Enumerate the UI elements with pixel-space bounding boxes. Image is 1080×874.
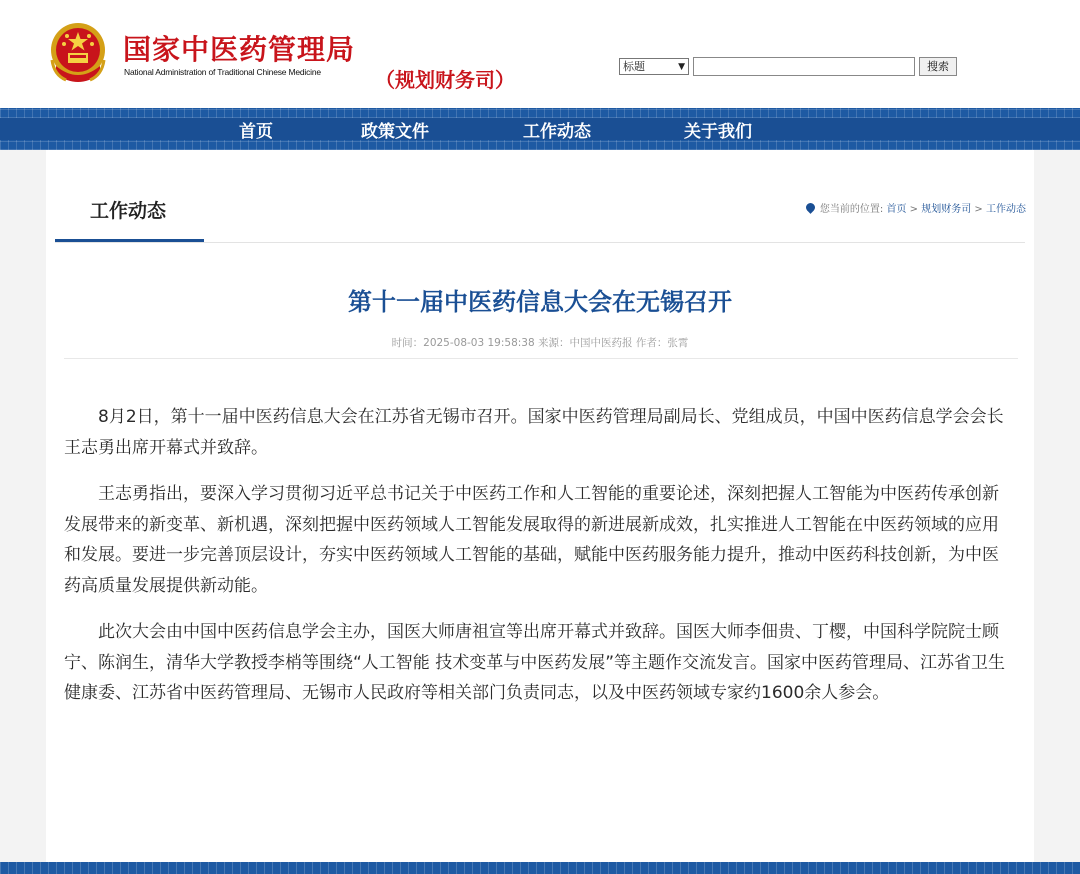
- article-paragraph: 此次大会由中国中医药信息学会主办，国医大师唐祖宣等出席开幕式并致辞。国医大师李佃贵、丁樱，中国科学院院士顾宁、陈润生，清华大学教授李梢等围绕“人工智能 技术变革与中医药发展”等主题作交流发言。国家中医药管理局、江苏省卫生健康委、江苏省中医药管理局、无锡市人民政府等相关部门负责同志，以及中医药领域专家约1600余人参会。: [64, 622, 1006, 703]
- search-button[interactable]: 搜索: [919, 57, 957, 76]
- nav-item-policy[interactable]: 政策文件: [361, 122, 429, 142]
- content-card: [46, 150, 1034, 862]
- article-title: 第十一届中医药信息大会在无锡召开: [348, 287, 732, 316]
- breadcrumb-prefix: 您当前的位置:: [819, 204, 884, 215]
- search-scope-select[interactable]: [619, 58, 689, 75]
- search-input[interactable]: [693, 57, 915, 76]
- article-body: [64, 402, 1011, 725]
- search-scope-value: 标题: [623, 60, 645, 73]
- site-logo-title[interactable]: 国家中医药管理局: [123, 33, 356, 66]
- article-paragraph: 8月2日，第十一届中医药信息大会在江苏省无锡市召开。国家中医药管理局副局长、党组成员，中国中医药信息学会会长王志勇出席开幕式并致辞。: [64, 407, 1004, 458]
- site-logo-subtitle: National Administration of Traditional Chinese Medicine: [124, 67, 321, 77]
- section-divider: [55, 242, 1025, 243]
- chevron-down-icon: ▼: [678, 62, 685, 72]
- article-paragraph: 王志勇指出，要深入学习贯彻习近平总书记关于中医药工作和人工智能的重要论述，深刻把握人工智能为中医药传承创新发展带来的新变革、新机遇，深刻把握中医药领域人工智能发展取得的新进展新成效，扎实推进人工智能在中医药领域的应用和发展。要进一步完善顶层设计，夯实中医药领域人工智能的基础，赋能中医药服务能力提升，推动中医药科技创新，为中医药高质量发展提供新动能。: [64, 484, 999, 596]
- nav-item-home[interactable]: 首页: [239, 122, 273, 142]
- nav-item-work-news[interactable]: 工作动态: [523, 122, 591, 142]
- department-name: （规划财务司）: [375, 68, 515, 92]
- main-nav: [0, 108, 1080, 150]
- breadcrumb-home[interactable]: 首页: [886, 204, 907, 215]
- breadcrumb: [806, 200, 1026, 215]
- breadcrumb-separator: >: [909, 204, 919, 215]
- location-pin-icon: [804, 201, 817, 214]
- section-title: 工作动态: [90, 200, 167, 222]
- footer-band: [0, 862, 1080, 874]
- meta-divider: [64, 358, 1018, 359]
- article-meta: 时间：2025-08-03 19:58:38 来源：中国中医药报 作者：张霄: [391, 337, 689, 349]
- site-header: [0, 0, 1080, 108]
- nav-item-about[interactable]: 关于我们: [684, 122, 752, 142]
- breadcrumb-separator: >: [974, 204, 983, 215]
- national-emblem-icon[interactable]: [48, 20, 108, 86]
- breadcrumb-department[interactable]: 规划财务司: [921, 204, 972, 215]
- breadcrumb-current[interactable]: 工作动态: [986, 204, 1026, 215]
